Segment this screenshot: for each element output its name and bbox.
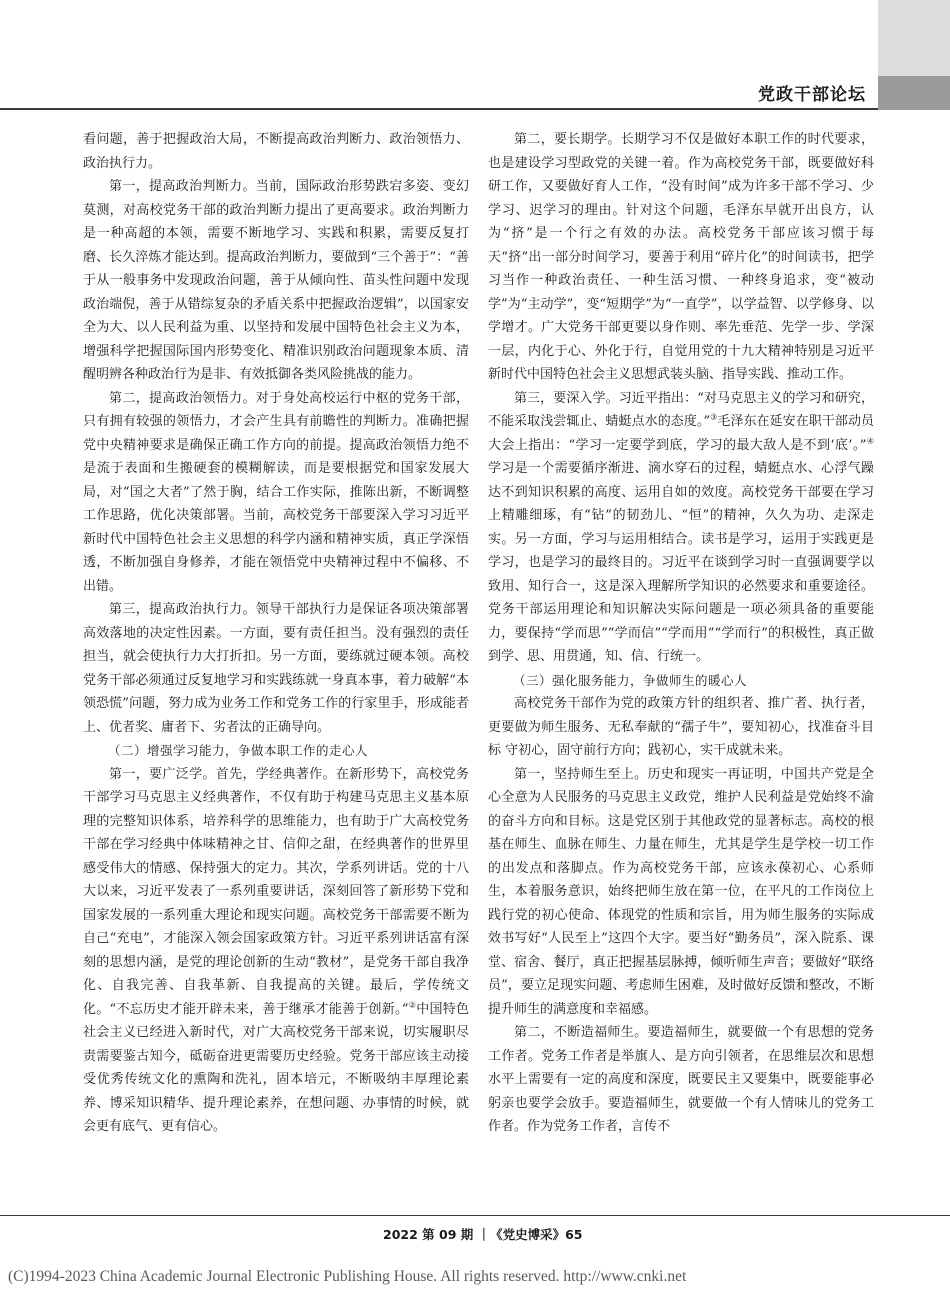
subsection-heading: （二）增强学习能力，争做本职工作的走心人	[108, 743, 369, 758]
paragraph-text: 第三，要深入学。习近平指出：“对马克思主义的学习和研究，不能采取浅尝辄止、蜻蜓点水的态度。”	[488, 390, 874, 429]
paragraph: 第二，提高政治领悟力。对于身处高校运行中枢的党务干部，只有拥有较强的领悟力，才会产生具有前瞻性的判断力。准确把握党中央精神要求是确保正确工作方向的前提。提高政治领悟力绝不是流于表面和生搬硬套的模糊解读，而是要根据党和国家发展大局，对“国之大者”了然于胸，结合工作实际，推陈出新，不断调整工作思路，优化决策部署。当前，高校党务干部要深入学习习近平新时代中国特色社会主义思想的科学内涵和精神实质，真正学深悟透，不断加强自身修养，才能在领悟党中央精神过程中不偏移、不出错。	[83, 390, 469, 594]
footnote-marker: ④	[866, 436, 875, 446]
paragraph: 看问题，善于把握政治大局，不断提高政治判断力、政治领悟力、政治执行力。	[83, 132, 469, 171]
paragraph: 第一，提高政治判断力。当前，国际政治形势跌宕多姿、变幻莫测，对高校党务干部的政治判断力提出了更高要求。政治判断力是一种高超的本领，需要不断地学习、实践和积累，需要反复打磨、长久淬炼才能达到。提高政治判断力，要做到“三个善于”：“善于从一般事务中发现政治问题，善于从倾向性、苗头性问题中发现政治端倪，善于从错综复杂的矛盾关系中把握政治逻辑”，以国家安全为大、以人民利益为重、以坚持和发展中国特色社会主义为本，增强科学把握国际国内形势变化、精准识别政治问题现象本质、清醒明辨各种政治行为是非、有效抵御各类风险挑战的能力。	[83, 179, 469, 382]
paragraph: 高校党务干部作为党的政策方针的组织者、推广者、执行者，更要做为师生服务、无私奉献的“孺子牛”，要知初心，找准奋斗目标 守初心，固守前行方向；践初心，实干成就未来。	[488, 696, 874, 758]
right-column	[488, 128, 874, 1139]
header-rule	[0, 108, 878, 110]
paragraph: 第三，提高政治执行力。领导干部执行力是保证各项决策部署高效落地的决定性因素。一方面，要有责任担当。没有强烈的责任担当，就会使执行力大打折扣。另一方面，要练就过硬本领。高校党务干部必须通过反复地学习和实践练就一身真本事，着力破解“本领恐慌”问题，努力成为业务工作和党务工作的行家里手，形成能者上、优者奖、庸者下、劣者汰的正确导向。	[83, 602, 469, 735]
paragraph: 第一，坚持师生至上。历史和现实一再证明，中国共产党是全心全意为人民服务的马克思主义政党，维护人民利益是党始终不渝的奋斗方向和目标。这是党区别于其他政党的显著标志。高校的根基在师生、血脉在师生、力量在师生，尤其是学生是学校一切工作的出发点和落脚点。作为高校党务干部，应该永葆初心、心系师生，本着服务意识，始终把师生放在第一位，在平凡的工作岗位上践行党的初心使命、体现党的性质和宗旨，用为师生服务的实际成效书写好“人民至上”这四个大字。要当好“勤务员”，深入院系、课堂、宿舍、餐厅，真正把握基层脉搏，倾听师生声音；要做好“联络员”，要立足现实问题、考虑师生困难，及时做好反馈和整改，不断提升师生的满意度和幸福感。	[488, 766, 874, 1017]
paragraph	[83, 763, 469, 1139]
copyright-notice: (C)1994-2023 China Academic Journal Electronic Publishing House. All rights reserved. http://www.cnki.net	[8, 1268, 687, 1285]
footnote-marker: ③	[710, 412, 718, 422]
footer-rule	[0, 1215, 950, 1216]
paragraph-text: 毛泽东在延安在职干部动员大会上指出：“学习一定要学到底，学习的最大敌人是不到‘底’。”	[488, 414, 874, 453]
paragraph: 第二，要长期学。长期学习不仅是做好本职工作的时代要求，也是建设学习型政党的关键一着。作为高校党务干部，既要做好科研工作，又要做好育人工作，“没有时间”成为许多干部不学习、少学习、迟学习的理由。针对这个问题，毛泽东早就开出良方，认为“挤”是一个行之有效的办法。高校党务干部应该习惯于每天“挤”出一部分时间学习，要善于利用“碎片化”的时间读书，把学习当作一种政治责任、一种生活习惯、一种终身追求，变“被动学”为“主动学”，变“短期学”为“一直学”，以学益智、以学修身、以学增才。广大党务干部更要以身作则、率先垂范、先学一步、学深一层，内化于心、外化于行，自觉用党的十九大精神特别是习近平新时代中国特色社会主义思想武装头脑、指导实践、推动工作。	[488, 132, 874, 382]
paragraph-text: 学习是一个需要循序渐进、滴水穿石的过程，蜻蜓点水、心浮气躁达不到知识积累的高度、运用自如的效度。高校党务干部要在学习上精雕细琢，有“钻”的韧劲儿、“恒”的精神，久久为功、走深走实。另一方面，学习与运用相结合。读书是学习，运用于实践更是学习，也是学习的最终目的。习近平在谈到学习时一直强调要学以致用、知行合一，这是深入理解所学知识的必然要求和重要途径。党务干部运用理论和知识解决实际问题是一项必须具备的重要能力，要保持“学而思”“学而信”“学而用”“学而行”的积极性，真正做到学、思、用贯通，知、信、行统一。	[488, 461, 874, 664]
header-tab-bar	[878, 76, 950, 110]
corner-decoration-block	[878, 0, 950, 76]
left-column	[83, 128, 469, 1139]
page-folio: 2022 第 09 期 ｜《党史博采》65	[383, 1227, 583, 1242]
section-title: 党政干部论坛	[758, 85, 866, 105]
paragraph: 第二，不断造福师生。要造福师生，就要做一个有思想的党务工作者。党务工作者是举旗人、是方向引领者，在思维层次和思想水平上需要有一定的高度和深度，既要民主又要集中，既要能事必躬亲也要学会放手。要造福师生，就要做一个有人情味儿的党务工作者。作为党务工作者，言传不	[488, 1025, 874, 1134]
paragraph	[488, 387, 874, 669]
subsection-heading: （三）强化服务能力，争做师生的暖心人	[513, 672, 748, 688]
paragraph-text: 中国特色社会主义已经进入新时代，对广大高校党务干部来说，切实履职尽责需要鉴古知今，砥砺奋进更需要历史经验。党务干部应该主动接受优秀传统文化的熏陶和洗礼，固本培元，不断吸纳丰厚理论素养、博采知识精华、提升理论素养，在想问题、办事情的时候，就会更有底气、更有信心。	[83, 1001, 470, 1134]
paragraph-text: 第一，要广泛学。首先，学经典著作。在新形势下，高校党务干部学习马克思主义经典著作，不仅有助于构建马克思主义基本原理的完整知识体系，培养科学的思维能力，也有助于广大高校党务干部在学习经典中体味精神之甘、信仰之甜，在经典著作的世界里感受伟大的情感、保持强大的定力。其次，学系列讲话。党的十八大以来，习近平发表了一系列重要讲话，深刻回答了新形势下党和国家发展的一系列重大理论和现实问题。高校党务干部需要不断为自己“充电”，才能深入领会国家政策方针。习近平系列讲话富有深刻的思想内涵，是党的理论创新的生动“教材”，是党务干部自我净化、自我完善、自我革新、自我提高的关键。最后，学传统文化。“不忘历史才能开辟未来，善于继承才能善于创新。”	[83, 766, 469, 1017]
footnote-marker: ②	[408, 1000, 417, 1010]
